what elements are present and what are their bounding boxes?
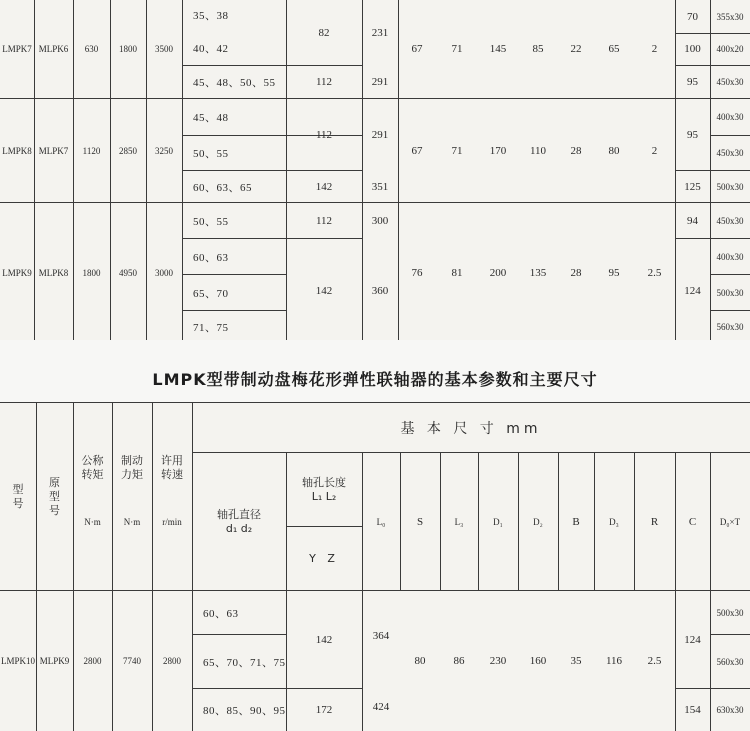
row7-S: 67 [411,43,423,55]
hdr-R: R [650,515,659,528]
hdr-speed: 许用 转速 [161,454,183,481]
row7-R: 2 [651,43,658,55]
row8-L-1: 112 [315,128,333,141]
row7-L0-1: 231 [371,26,389,39]
row8-R: 2 [651,144,658,157]
row8-D1: 170 [489,144,507,157]
hdr-B: B [572,515,580,528]
row9-speed: 3000 [155,267,173,278]
row8-D0T-2: 450x30 [716,148,744,158]
row7-C-1: 70 [687,10,698,23]
row8-D3: 80 [608,144,620,157]
row10-D0T-2: 560x30 [716,656,744,667]
row8-d-2: 50、55 [193,148,229,160]
hdr-D3: D₃ [609,516,619,527]
hdr-S: S [416,515,424,528]
row9-L-2: 142 [315,284,333,297]
row7-B: 22 [570,43,582,55]
row7-d-2: 40、42 [193,42,229,55]
row9-B: 28 [570,266,582,279]
row9-d-1: 50、55 [193,215,229,228]
row10-orig: MLPK9 [39,656,70,666]
row8-S: 67 [411,144,423,157]
row7-L-2: 112 [315,76,333,88]
row10-brake: 7740 [123,656,141,666]
row7-torque: 630 [84,44,99,54]
row10-D0T-3: 630x30 [716,705,744,715]
row10-D1: 230 [489,655,507,667]
page-title: LMPK型带制动盘梅花形弹性联轴器的基本参数和主要尺寸 [152,369,598,389]
row9-D3: 95 [608,266,620,279]
row10-d-1: 60、63 [203,607,239,620]
row10-type: LMPK10 [0,656,35,666]
row8-C-2: 125 [684,180,701,193]
row10-C-1: 124 [684,633,701,646]
row10-L3: 86 [453,655,465,667]
row9-d-4: 71、75 [193,321,229,334]
row9-L0-1: 300 [371,214,389,227]
row9-D0T-2: 400x30 [716,251,744,262]
row7-D1: 145 [489,43,507,55]
row9-D0T-3: 500x30 [716,287,744,298]
row8-B: 28 [570,144,582,157]
row8-L0-2: 351 [371,180,389,193]
row10-C-2: 154 [684,704,701,716]
row8-speed: 3250 [155,145,173,156]
hdr-orig: 原 型 号 [49,475,60,517]
row10-R: 2.5 [647,655,662,667]
hdr-basic-dimensions: 基 本 尺 寸 mm [400,420,542,437]
row9-D1: 200 [489,266,507,279]
row9-D0T-1: 450x30 [716,215,744,226]
row9-L-1: 112 [315,214,333,227]
hdr-D0T: D₀×T [719,516,741,527]
row8-torque: 1120 [82,145,101,156]
hdr-D1: D₁ [493,516,503,527]
row7-C-3: 95 [687,76,698,88]
hdr-bore-length: 轴孔长度 L₁ L₂ [302,475,346,503]
row7-L-1: 82 [318,26,330,39]
row8-d-3: 60、63、65 [193,181,252,194]
row8-orig: MLPK7 [38,145,69,156]
row7-L3: 71 [451,43,463,55]
hdr-L3: L₃ [454,516,464,527]
row8-D2: 110 [529,144,547,157]
row7-D2: 85 [532,43,544,55]
row10-speed: 2800 [163,656,181,666]
hdr-brake-unit: N·m [123,517,141,527]
hdr-D2: D₂ [533,516,543,527]
row7-D3: 65 [608,43,620,55]
row9-type: LMPK9 [2,267,32,278]
hdr-brake: 制动 力矩 [121,454,143,481]
row8-d-1: 45、48 [193,112,229,124]
hdr-speed-unit: r/min [162,517,182,527]
row10-L-1: 142 [315,633,333,646]
row8-type: LMPK8 [2,145,32,156]
row8-brake: 2850 [119,145,137,156]
row7-type: LMPK7 [2,44,32,54]
row7-D0T-3: 450x30 [716,77,744,87]
row9-S: 76 [411,266,423,279]
row7-L0-2: 291 [371,76,389,88]
row7-D0T-1: 355x30 [716,11,744,22]
hdr-type: 型 号 [12,482,24,510]
row10-D0T-1: 500x30 [716,607,744,618]
hdr-L0: L₀ [376,516,386,527]
row10-d-3: 80、85、90、95 [203,705,286,717]
hdr-torque-unit: N·m [84,517,101,527]
row7-D0T-2: 400x20 [716,44,744,54]
row9-C-1: 94 [687,214,698,227]
row9-torque: 1800 [82,267,101,278]
row10-L0-2: 424 [372,701,390,713]
row9-orig: MLPK8 [38,267,69,278]
row7-C-2: 100 [684,43,701,55]
row10-D3: 116 [605,655,623,667]
row10-L-2: 172 [315,704,333,716]
row9-d-2: 60、63 [193,251,229,264]
row9-d-3: 65、70 [193,287,229,300]
row9-brake: 4950 [119,267,137,278]
row7-d-3: 45、48、50、55 [193,77,276,89]
row9-D2: 135 [529,266,547,279]
hdr-torque: 公称 转矩 [81,454,104,481]
row8-L0-1: 291 [371,128,389,141]
row9-L0-2: 360 [371,284,389,297]
row9-D0T-4: 560x30 [716,321,744,332]
row10-L0-1: 364 [372,630,390,642]
hdr-C: C [688,515,697,528]
row7-d-1: 35、38 [193,10,229,22]
row10-S: 80 [414,655,426,667]
row7-brake: 1800 [119,44,137,54]
row8-C-1: 95 [687,128,698,141]
row7-speed: 3500 [155,44,173,54]
hdr-yz: Y Z [309,551,339,565]
row7-orig: MLPK6 [38,44,69,54]
row10-B: 35 [570,655,582,667]
row9-C-2: 124 [684,284,701,297]
row8-D0T-1: 400x30 [716,112,744,122]
row10-D2: 160 [529,655,547,667]
hdr-bore-diameter: 轴孔直径 d₁ d₂ [217,507,261,535]
row9-R: 2.5 [647,266,662,279]
row10-torque: 2800 [83,656,102,666]
row8-D0T-3: 500x30 [716,181,744,192]
row9-L3: 81 [451,266,463,279]
row10-d-2: 65、70、71、75 [203,656,286,669]
row8-L3: 71 [451,144,463,157]
row8-L-2: 142 [315,180,333,193]
